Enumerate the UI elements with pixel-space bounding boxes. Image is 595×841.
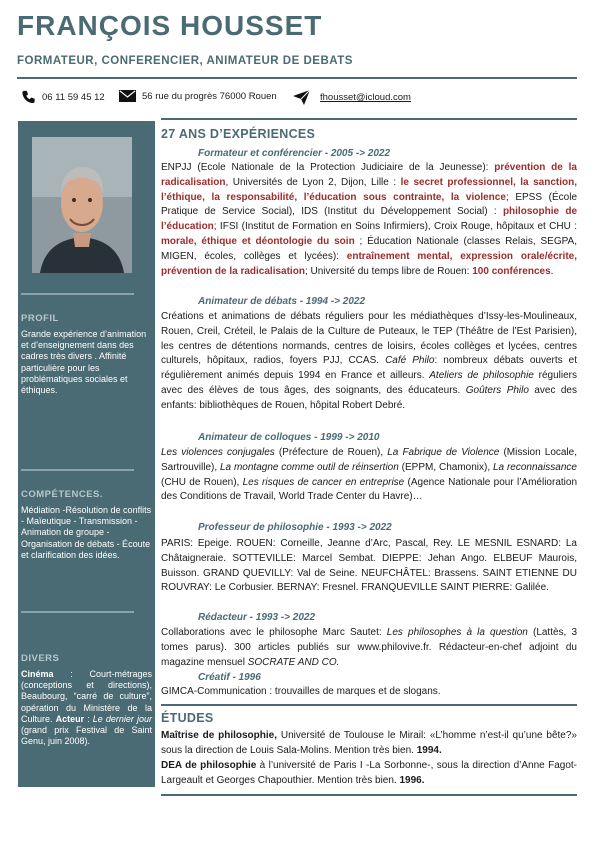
redacteur-text: Collaborations avec le philosophe Marc Sautet: Les philosophes à la question (Lattès, 3 tomes parus). 300 articles publiés sur www.philovive.fr. Rédacteur-en-chef adjoint du magazine mensuel SOCRATE AND CO. (161, 627, 578, 668)
role-animateur-colloques: Animateur de colloques - 1999 -> 2010 (198, 432, 380, 443)
animateur-text: Créations et animations de débats réguliers pour les médiathèques d’Issy-les-Moulineaux, Rouen, Creil, Créteil, le Palais de la Culture de Puteaux, le TEP (Théâtre de l’Est Parisien), les centres de détentions normands, centres de loisirs, écoles collèges et lycées, centres culturels, hôpitaux, radios, foyers PJJ, CCAS. Café Philo: nombreux débats ouverts et régulièrement animés depuis 1994 en France et ailleurs. Ateliers de philosophie réguliers avec des élèves de tous âges, des soignants, des éducateurs. Goûters Philo avec des enfants: bibliothèques de Rouen, hôpital Robert Debré. (161, 311, 578, 411)
contact-address (119, 90, 277, 102)
profile-photo (32, 137, 132, 273)
person-name: FRANÇOIS HOUSSET (17, 10, 323, 41)
contact-email (293, 90, 411, 105)
role-formateur: Formateur et conférencier - 2005 -> 2022 (198, 148, 391, 159)
creatif-text: GIMCA-Communication : trouvailles de marques et de slogans. (161, 686, 441, 697)
sidebar (18, 121, 155, 787)
paper-plane-icon (293, 90, 310, 105)
header-divider (17, 77, 577, 79)
role-professeur: Professeur de philosophie - 1993 -> 2022 (198, 522, 392, 533)
etudes-maitrise: Maîtrise de philosophie, Université de Toulouse le Mirail: «L’homme n’est-il qu’une bête?» sous la direction de Louis Sala-Molins. Mention très bien. 1994. (161, 730, 577, 756)
contact-divider (161, 118, 577, 120)
divers-cinema-label: Cinéma (21, 669, 54, 679)
etudes-dea: DEA de philosophie à l’université de Paris I -La Sorbonne-, sous la direction d’Anne Fagot-Largeault et Georges Chapouthier. Mention très bien. 1996. (161, 760, 577, 786)
sidebar-divider-divers (21, 611, 134, 613)
professeur-text: PARIS: Epeige. ROUEN: Corneille, Jeanne d’Arc, Pascal, Rey. LE MESNIL ESNARD: La Châtaigneraie. SOTTEVILLE: Marcel Sembat. DIEPPE: Jehan Ango. ELBEUF Maurois, Buisson. GRAND QUEVILLY: Val de Seine. NEUFCHÂTEL: Brassens. SAINT ETIENNE DU ROUVRAY: Le Corbusier. BERNAY: Fresnel. FRANQUEVILLE SAINT PIERRE: Galilée. (161, 538, 577, 594)
divers-heading: DIVERS (21, 653, 60, 664)
etudes-heading: ÉTUDES (161, 711, 214, 725)
divers-text: Cinéma : Court-métrages (conceptions et directions), Beaubourg, “carré de culture”, opération du Ministère de la Culture. Acteur : Le dernier jour (grand prix Festival de Saint Genu, juin 2008). (21, 669, 152, 747)
envelope-icon (119, 90, 136, 102)
sidebar-divider-profil (21, 293, 134, 295)
postal-address: 56 rue du progrès 76000 Rouen (142, 90, 277, 102)
email-address[interactable]: fhousset@icloud.com (320, 92, 411, 103)
colloques-text: Les violences conjugales (Préfecture de Rouen), La Fabrique de Violence (Mission Locale, Sartrouville), La montagne comme outil de réinsertion (EPPM, Chamonix), La reconnaissance (CHU de Rouen), Les risques de cancer en entreprise (Agence Nationale pour l’Amélioration des Conditions de Travail, World Trade Center du Havre)… (161, 447, 578, 503)
profil-heading: PROFIL (21, 313, 59, 324)
role-creatif: Créatif - 1996 (198, 672, 261, 683)
sidebar-divider-competences (21, 469, 134, 471)
experience-heading: 27 ANS D’EXPÉRIENCES (161, 127, 316, 141)
footer-divider (161, 794, 577, 796)
contact-phone (21, 90, 105, 104)
divers-acteur-label: Acteur (55, 713, 85, 724)
competences-heading: COMPÉTENCES. (21, 489, 104, 500)
competences-text: Médiation -Résolution de conflits - Maïeutique - Transmission - Animation de groupe - Organisation de débats - Écoute et clarification des idées. (21, 505, 152, 560)
phone-icon (21, 90, 36, 104)
role-redacteur: Rédacteur - 1993 -> 2022 (198, 612, 316, 623)
formateur-text: ENPJJ (Ecole Nationale de la Protection Judiciaire de la Jeunesse): prévention de la radicalisation, Universités de Lyon 2, Dijon, Lille : le secret professionnel, la sanction, l’éthique, la responsabilité, l’éducation sous contrainte, la violence; EPSS (École Pratique de Service Social), IDS (Institut du Développement Social) : philosophie de l’éducation; IFSI (Institut de Formation en Soins Infirmiers), Croix Rouge, hôpitaux et CHU : morale, éthique et déontologie du soin ; Éducation Nationale (classes Relais, SEGPA, MIGEN, écoles, collèges et lycées): entraînement mental, expression orale/écrite, prévention de la radicalisation; Université du temps libre de Rouen: 100 conférences. (161, 162, 578, 277)
role-animateur-debats: Animateur de débats - 1994 -> 2022 (198, 296, 366, 307)
job-subtitle: FORMATEUR, CONFERENCIER, ANIMATEUR DE DEBATS (17, 55, 353, 67)
etudes-divider (161, 704, 577, 706)
profil-text: Grande expérience d’animation et d’enseignement dans des cadres très divers . Affinité particulière pour les problématiques sociales et éthiques. (21, 329, 147, 396)
phone-number: 06 11 59 45 12 (42, 91, 105, 103)
